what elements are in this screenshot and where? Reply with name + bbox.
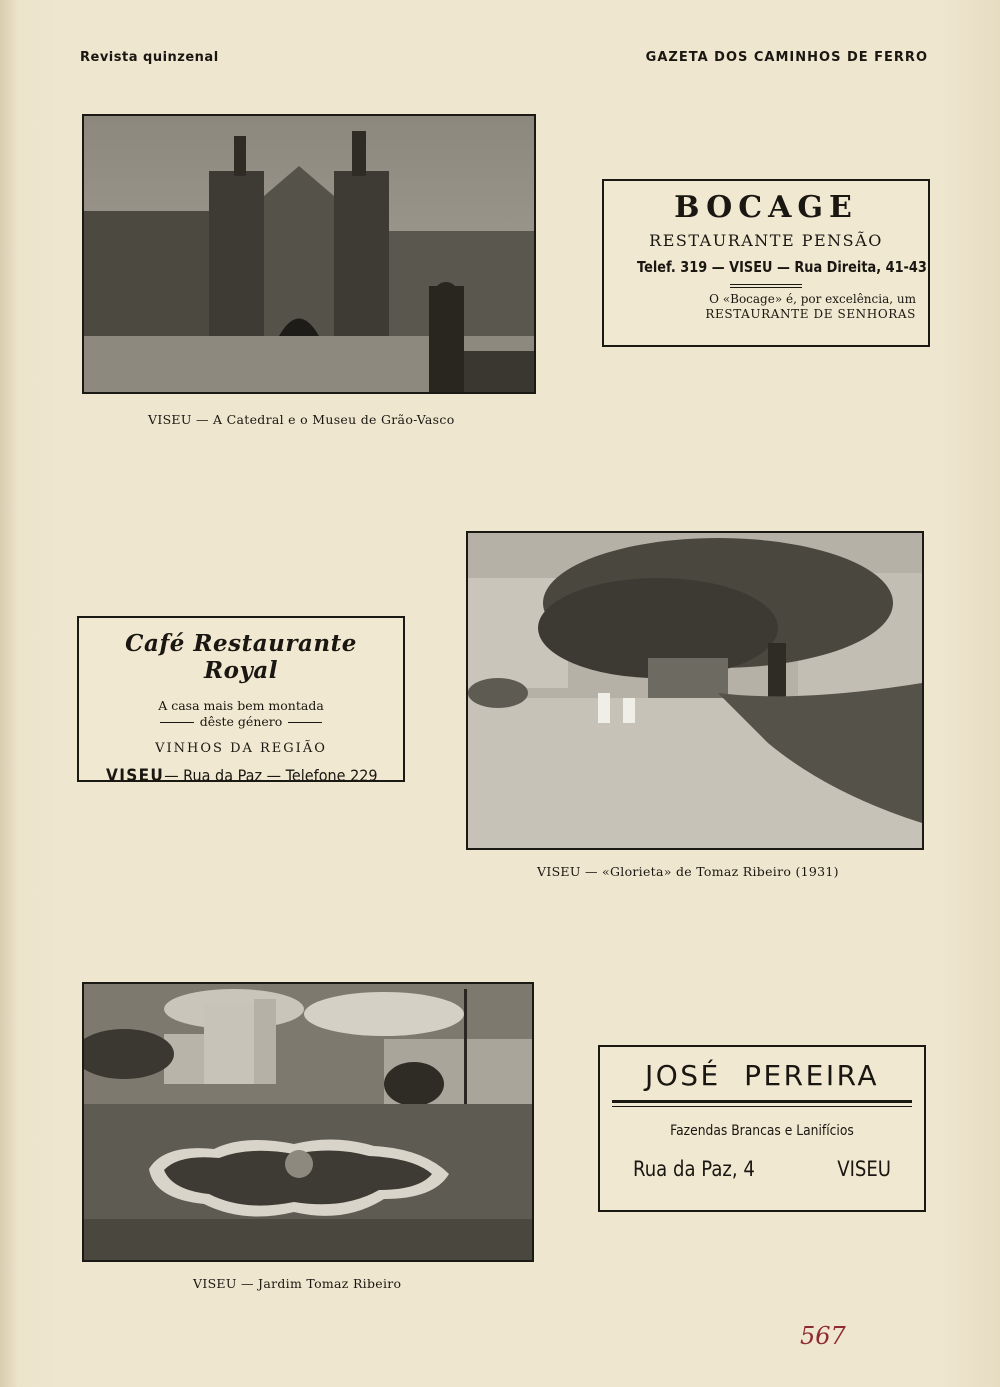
ad-bocage xyxy=(602,179,930,347)
royal-address-line xyxy=(106,766,376,786)
bocage-note-line1: O «Bocage» é, por excelência, um xyxy=(709,292,916,306)
header-right: GAZETA DOS CAMINHOS DE FERRO xyxy=(645,50,928,65)
bocage-note-line2: RESTAURANTE DE SENHORAS xyxy=(705,307,916,321)
caption-cathedral: VISEU — A Catedral e o Museu de Grão-Vasco xyxy=(148,412,455,427)
royal-line2 xyxy=(91,714,391,729)
caption-glorieta: VISEU — «Glorieta» de Tomaz Ribeiro (1931) xyxy=(537,864,839,879)
royal-address: — Rua da Paz — Telefone 229 xyxy=(164,766,378,785)
photo-glorieta xyxy=(466,531,924,850)
bocage-subtitle: RESTAURANTE PENSÃO xyxy=(649,231,883,250)
pereira-rules xyxy=(612,1100,912,1107)
bocage-rule xyxy=(730,284,802,288)
royal-city: VISEU xyxy=(106,766,165,786)
royal-line2-text: dêste género xyxy=(199,714,283,729)
ad-royal xyxy=(77,616,405,786)
ad-pereira xyxy=(598,1045,926,1212)
bocage-name: BOCAGE xyxy=(674,190,858,225)
photo-cathedral xyxy=(82,114,536,394)
photo-jardim xyxy=(82,982,534,1262)
pereira-address-line xyxy=(633,1157,891,1181)
pereira-address: Rua da Paz, 4 xyxy=(633,1157,755,1181)
pereira-subtitle: Fazendas Brancas e Lanifícios xyxy=(670,1123,854,1139)
royal-line1: A casa mais bem montada xyxy=(158,698,324,713)
bocage-contact: Telef. 319 — VISEU — Rua Direita, 41-43 xyxy=(637,258,927,276)
royal-line3: VINHOS DA REGIÃO xyxy=(155,741,327,756)
royal-name: Café Restaurante Royal xyxy=(125,630,357,684)
pereira-city: VISEU xyxy=(837,1157,891,1181)
pereira-name: JOSÉ PEREIRA xyxy=(644,1059,880,1092)
header-left: Revista quinzenal xyxy=(80,50,219,65)
page-number: 567 xyxy=(800,1322,846,1350)
caption-jardim: VISEU — Jardim Tomaz Ribeiro xyxy=(193,1276,402,1291)
